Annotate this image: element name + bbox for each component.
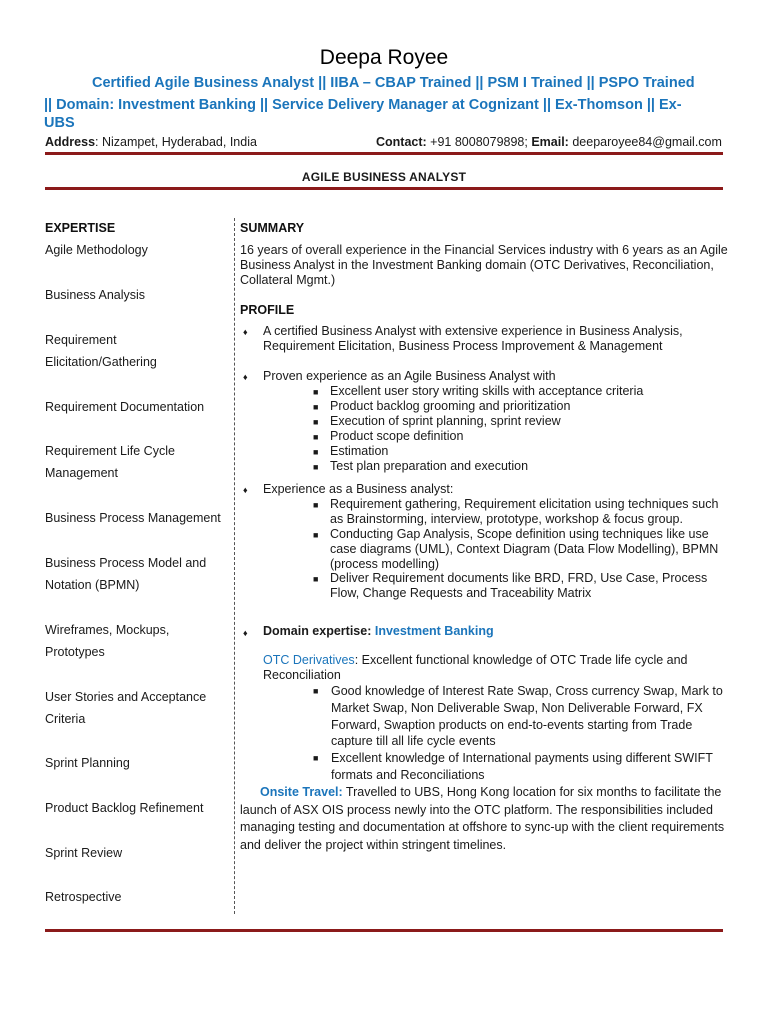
diamond-bullet-icon: ♦ (243, 372, 248, 382)
otc-text: : Excellent functional knowledge of OTC Trade life cycle and Reconciliation (263, 653, 688, 682)
otc-paragraph (263, 653, 703, 683)
onsite-travel-text: Travelled to UBS, Hong Kong location for six months to facilitate the launch of ASX OIS process newly into the OTC platform. The responsibilities included managing testing and documentation at offshore to sync-up with the client requirements and deliver the project within stringent timelines. (240, 785, 725, 852)
diamond-bullet-icon: ♦ (243, 485, 248, 495)
email-label: Email: (527, 135, 569, 149)
footer-divider (45, 929, 723, 932)
square-bullet-icon: ■ (313, 387, 319, 397)
domain-expertise-value: Investment Banking (374, 624, 494, 638)
square-bullet-icon: ■ (313, 753, 319, 763)
square-bullet-icon: ■ (313, 417, 319, 427)
column-separator (234, 218, 235, 914)
tagline-line-2: || Domain: Investment Banking || Service Delivery Manager at Cognizant || Ex-Thomson || Ex- (44, 97, 682, 113)
profile-point: A certified Business Analyst with extensive experience in Business Analysis, Requirement Elicitation, Business Process Improvement & Management (263, 324, 683, 353)
expertise-item: Requirement Life Cycle Management (45, 444, 175, 480)
expertise-item: Wireframes, Mockups, Prototypes (45, 623, 170, 659)
address-value: : Nizampet, Hyderabad, India (95, 135, 257, 149)
candidate-name: Deepa Royee (319, 46, 449, 69)
expertise-item: User Stories and Acceptance Criteria (45, 690, 207, 726)
contact-block (376, 135, 722, 149)
expertise-item: Sprint Planning (45, 756, 130, 770)
header-divider (45, 152, 723, 155)
domain-expertise-label: Domain expertise: (263, 624, 375, 638)
onsite-travel-label: Onsite Travel: (260, 785, 343, 799)
address-label: Address (45, 135, 96, 149)
contact-phone: +91 8008079898; (426, 135, 528, 149)
onsite-travel-paragraph (240, 784, 730, 854)
expertise-item: Sprint Review (45, 846, 123, 860)
profile-subpoint: Product backlog grooming and prioritization (330, 399, 571, 413)
otc-subpoint: Good knowledge of Interest Rate Swap, Cross currency Swap, Mark to Market Swap, Non Deliverable Swap, Non Deliverable Forward, FX Forward, Swaption products on end-to-events starting from Trade capture till all life cycle events (331, 684, 723, 749)
tagline-line-3: UBS (44, 115, 75, 131)
square-bullet-icon: ■ (313, 402, 319, 412)
expertise-item: Retrospective (45, 890, 122, 904)
tagline-line-1: Certified Agile Business Analyst || IIBA – CBAP Trained || PSM I Trained || PSPO Trained (92, 75, 695, 91)
expertise-item: Requirement Elicitation/Gathering (45, 333, 157, 369)
profile-point: Proven experience as an Agile Business Analyst with (263, 369, 556, 383)
diamond-bullet-icon: ♦ (243, 628, 248, 638)
contact-label: Contact: (376, 135, 427, 149)
profile-heading: PROFILE (240, 303, 295, 317)
square-bullet-icon: ■ (313, 447, 319, 457)
expertise-item: Business Process Model and Notation (BPMN) (45, 556, 207, 592)
square-bullet-icon: ■ (313, 432, 319, 442)
square-bullet-icon: ■ (313, 500, 319, 510)
title-divider (45, 187, 723, 190)
address-contact-row (45, 135, 723, 149)
square-bullet-icon: ■ (313, 530, 319, 540)
otc-subpoint: Excellent knowledge of International payments using different SWIFT formats and Reconciliations (331, 751, 713, 782)
expertise-item: Product Backlog Refinement (45, 801, 204, 815)
profile-point: Experience as a Business analyst: (263, 482, 454, 496)
summary-heading: SUMMARY (240, 221, 305, 235)
otc-label: OTC Derivatives (263, 653, 355, 667)
expertise-heading: EXPERTISE (45, 221, 116, 235)
profile-subpoint: Excellent user story writing skills with acceptance criteria (330, 384, 644, 398)
profile-subpoint: Product scope definition (330, 429, 464, 443)
profile-subpoint: Test plan preparation and execution (330, 459, 529, 473)
role-title: AGILE BUSINESS ANALYST (301, 170, 467, 184)
expertise-item: Business Analysis (45, 288, 146, 302)
profile-subpoint: Estimation (330, 444, 389, 458)
expertise-item: Business Process Management (45, 511, 221, 525)
square-bullet-icon: ■ (313, 462, 319, 472)
expertise-item: Requirement Documentation (45, 400, 205, 414)
square-bullet-icon: ■ (313, 686, 319, 696)
profile-subpoint: Conducting Gap Analysis, Scope definition using techniques like use case diagrams (UML), Context Diagram (Data Flow Modelling), BPMN (process modelling) (330, 527, 719, 571)
expertise-item: Agile Methodology (45, 243, 148, 257)
diamond-bullet-icon: ♦ (243, 327, 248, 337)
summary-text: 16 years of overall experience in the Financial Services industry with 6 years as an Agile Business Analyst in the Investment Banking domain (OTC Derivatives, Reconciliation, Collateral Mgmt.) (240, 243, 728, 287)
domain-expertise-line (263, 624, 703, 639)
profile-subpoint: Execution of sprint planning, sprint review (330, 414, 561, 428)
square-bullet-icon: ■ (313, 574, 319, 584)
contact-email[interactable]: deeparoyee84@gmail.com (568, 135, 722, 149)
profile-subpoint: Requirement gathering, Requirement elicitation using techniques such as Brainstorming, interview, prototype, workshop & focus group. (330, 497, 719, 526)
profile-subpoint: Deliver Requirement documents like BRD, FRD, Use Case, Process Flow, Change Requests and Traceability Matrix (330, 571, 708, 600)
